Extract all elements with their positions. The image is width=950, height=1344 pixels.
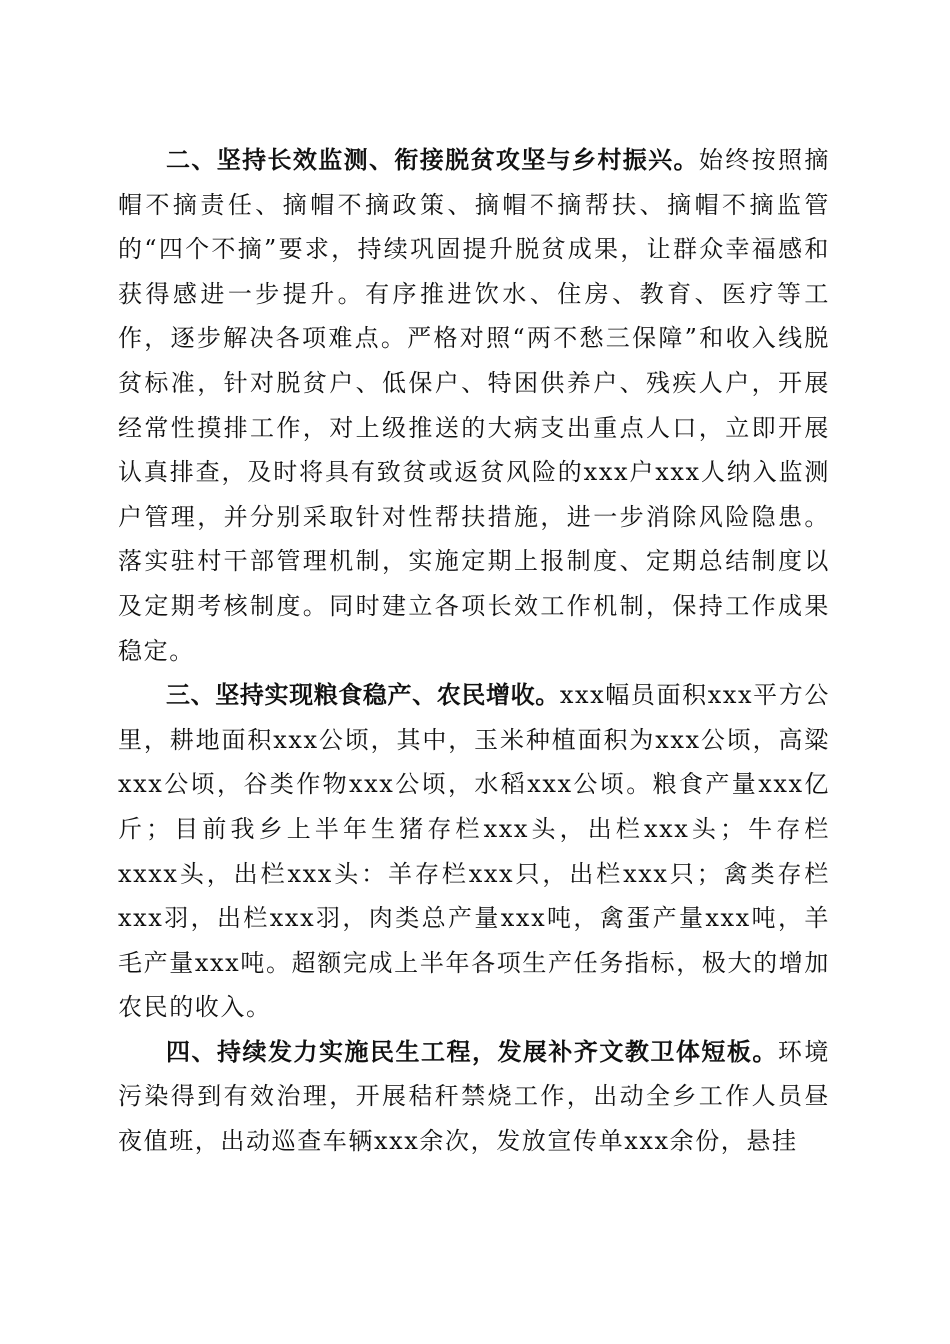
section-3-heading: 三、坚持实现粮食稳产、农民增收。 [166, 681, 560, 710]
section-4-heading: 四、持续发力实施民生工程，发展补齐文教卫体短板。 [166, 1037, 778, 1066]
section-2-body: 始终按照摘帽不摘责任、摘帽不摘政策、摘帽不摘帮扶、摘帽不摘监管的“四个不摘”要求，持续巩固提升脱贫成果，让群众幸福感和获得感进一步提升。有序推进饮水、住房、教育、医疗等工作，逐步解决各项难点。严格对照“两不愁三保障”和收入线脱贫标准，针对脱贫户、低保户、特困供养户、残疾人户，开展经常性摸排工作，对上级推送的大病支出重点人口，立即开展认真排查，及时将具有致贫或返贫风险的xxx户xxx人纳入监测户管理，并分别采取针对性帮扶措施，进一步消除风险隐患。落实驻村干部管理机制，实施定期上报制度、定期总结制度以及定期考核制度。同时建立各项长效工作机制，保持工作成果稳定。 [118, 146, 830, 665]
paragraph-section-3 [118, 673, 830, 1030]
section-3-body: xxx幅员面积xxx平方公里，耕地面积xxx公顷，其中，玉米种植面积为xxx公顷，高粱xxx公顷，谷类作物xxx公顷，水稻xxx公顷。粮食产量xxx亿斤；目前我乡上半年生猪存栏xxx头，出栏xxx头；牛存栏xxxx头，出栏xxx头：羊存栏xxx只，出栏xxx只；禽类存栏xxx羽，出栏xxx羽，肉类总产量xxx吨，禽蛋产量xxx吨，羊毛产量xxx吨。超额完成上半年各项生产任务指标，极大的增加农民的收入。 [118, 681, 830, 1022]
section-4-body: 环境污染得到有效治理，开展秸秆禁烧工作，出动全乡工作人员昼夜值班，出动巡查车辆xxx余次，发放宣传单xxx余份，悬挂 [118, 1037, 831, 1156]
paragraph-section-2 [118, 138, 830, 673]
document-body [118, 138, 830, 1164]
section-2-heading: 二、坚持长效监测、衔接脱贫攻坚与乡村振兴。 [166, 146, 699, 174]
paragraph-section-4 [118, 1030, 830, 1164]
